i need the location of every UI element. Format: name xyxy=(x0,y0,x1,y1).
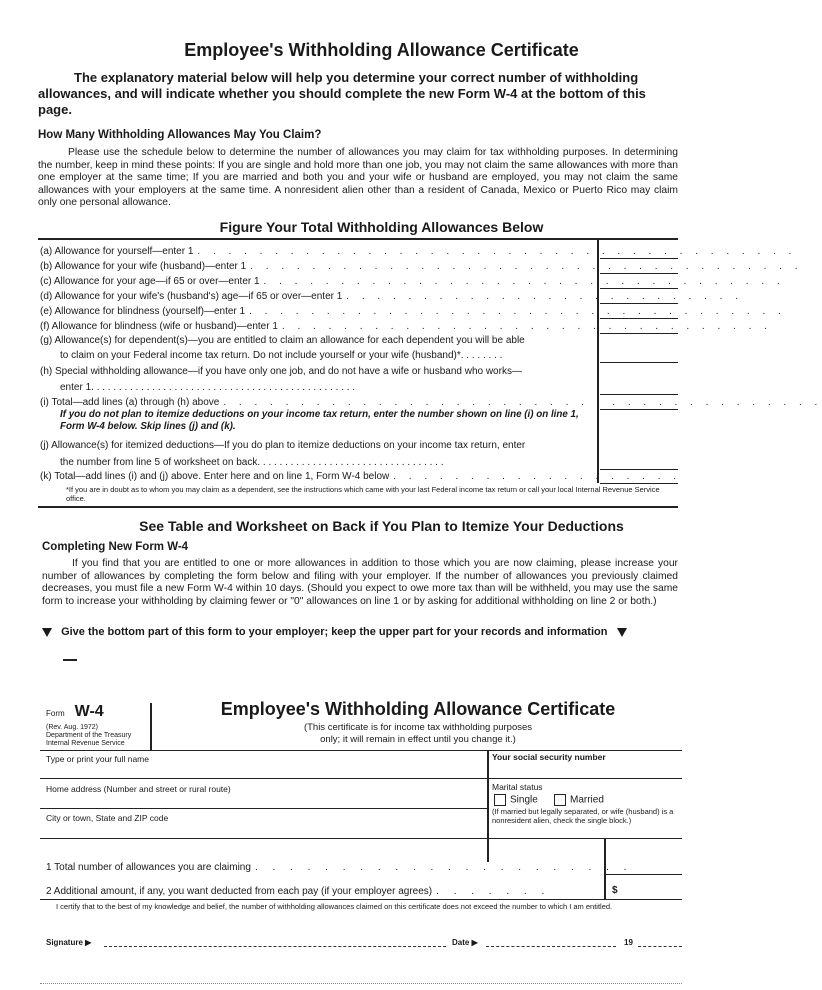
ssn-field[interactable] xyxy=(492,764,678,774)
worksheet-bottom-rule xyxy=(38,506,678,508)
signature-field[interactable] xyxy=(104,946,446,947)
name-field-label: Type or print your full name xyxy=(46,754,149,764)
worksheet-heading: Figure Your Total Withholding Allowances Below xyxy=(219,219,544,235)
married-note: (If married but legally separated, or wife (husband) is a nonresident alien, check the single block.) xyxy=(492,807,674,825)
worksheet-line-b: (b) Allowance for your wife (husband)—enter 1 . . . . . . . . . . . . . . . . . . . . . . . . . . . . . . . . . . . . xyxy=(40,261,803,272)
married-option[interactable]: Married xyxy=(554,794,604,806)
city-field[interactable] xyxy=(44,826,482,836)
line-a-entry[interactable] xyxy=(600,246,678,259)
worksheet-line-h: (h) Special withholding allowance—if you have only one job, and do not have a wife or husband who works— xyxy=(40,366,522,377)
city-field-label: City or town, State and ZIP code xyxy=(46,813,169,823)
married-checkbox[interactable] xyxy=(554,794,566,806)
date-field[interactable] xyxy=(486,946,616,947)
line-1-underline xyxy=(604,874,682,875)
form-grid-row4 xyxy=(40,899,682,900)
completing-body: If you find that you are entitled to one or more allowances in addition to those which you are now claiming, please increase your number of allowances by completing the form below and filing with your employer. If the number of allowances you previously claimed decreases, you must file a new Form W-4 within 10 days. (Should you expect to owe more tax than will be withheld, you may use the same form to increase your withholding by claiming fewer or "0" allowances on line 1 or by asking for additional withholding on line 2 or both.) xyxy=(42,558,678,607)
form-title: Employee's Withholding Allowance Certificate xyxy=(220,699,616,719)
form-grid-row2 xyxy=(40,808,488,809)
line-d-entry[interactable] xyxy=(600,291,678,304)
dependent-footnote: *If you are in doubt as to whom you may claim as a dependent, see the instructions which came with your last Federal income tax return or call your local Internal Revenue Service office. xyxy=(66,485,660,503)
worksheet-line-d: (d) Allowance for your wife's (husband's) age—if 65 or over—enter 1 . . . . . . . . . . . . . . . . . . . . . . . . . . xyxy=(40,291,743,302)
page-title: Employee's Withholding Allowance Certificate xyxy=(184,40,579,60)
worksheet-line-c: (c) Allowance for your age—if 65 or over—enter 1 . . . . . . . . . . . . . . . . . . . . . . . . . . . . . . . . . . xyxy=(40,276,785,287)
intro-paragraph: The explanatory material below will help you determine your correct number of withholding allowances, and will indicate whether you should complete the new Form W-4 at the bottom of this page. xyxy=(38,70,646,117)
worksheet-top-rule xyxy=(38,238,678,240)
address-field-label: Home address (Number and street or rural route) xyxy=(46,784,231,794)
form-revision: (Rev. Aug. 1972) Department of the Treasury Internal Revenue Service xyxy=(46,724,132,747)
date-label: Date ▶ xyxy=(452,938,478,947)
marital-status-label: Marital status xyxy=(492,782,543,792)
completing-heading: Completing New Form W-4 xyxy=(42,541,189,553)
year-label: 19 xyxy=(624,938,633,947)
form-grid-top xyxy=(40,750,682,751)
line-1-entry[interactable] xyxy=(608,862,680,874)
give-instruction: Give the bottom part of this form to your employer; keep the upper part for your records and information xyxy=(42,626,627,638)
worksheet-line-j: (j) Allowance(s) for itemized deductions—If you do plan to itemize deductions on your income tax return, enter xyxy=(40,440,526,451)
worksheet-line-j-cont: the number from line 5 of worksheet on back. . . . . . . . . . . . . . . . . . . . . . . . . . . . . . . . . . xyxy=(60,457,444,468)
how-many-body: Please use the schedule below to determine the number of allowances you may claim for tax withholding purposes. In determining the number, keep in mind these points: If you are single and hold more than one job, you may not claim the same allowances with more than one employer at the same time; If you are married and both you and your wife or husband are employed, you may not claim the same allowances with your employers at the same time. A nonresident alien other than a resident of Canada, Mexico or Puerto Rico may claim only one personal allowance. xyxy=(38,147,678,208)
line-b-entry[interactable] xyxy=(600,261,678,274)
line-2-entry[interactable] xyxy=(622,886,680,898)
dollar-sign: $ xyxy=(612,885,618,896)
certification-text: I certify that to the best of my knowledge and belief, the number of withholding allowances claimed on this certificate does not exceed the number to which I am entitled. xyxy=(56,902,613,911)
down-arrow-icon xyxy=(42,628,52,637)
line-h-entry[interactable] xyxy=(600,382,678,395)
worksheet-line-f: (f) Allowance for blindness (wife or husband)—enter 1 . . . . . . . . . . . . . . . . . . . . . . . . . . . . . . . . xyxy=(40,321,772,332)
address-field[interactable] xyxy=(44,796,482,806)
form-grid-row3 xyxy=(40,838,682,839)
line-i-instruction: If you do not plan to itemize deductions on your income tax return, enter the number shown on line (i) on line 1, Form W-4 below. Skip lines (j) and (k). xyxy=(60,409,579,432)
year-field[interactable] xyxy=(638,946,682,947)
line-g-entry[interactable] xyxy=(600,350,678,363)
line-c-entry[interactable] xyxy=(600,276,678,289)
line-i-entry[interactable] xyxy=(600,397,678,410)
worksheet-line-g: (g) Allowance(s) for dependent(s)—you are entitled to claim an allowance for each dependent you will be able xyxy=(40,335,525,346)
line-2: 2 Additional amount, if any, you want deducted from each pay (if your employer agrees) . . . . . . . xyxy=(46,886,551,897)
worksheet-line-g-cont: to claim on your Federal income tax return. Do not include yourself or your wife (husband)*. . . . . . . . xyxy=(60,350,503,361)
worksheet-line-i: (i) Total—add lines (a) through (h) above . . . . . . . . . . . . . . . . . . . . . . . . . . . . . . . . . . . . . . . xyxy=(40,397,822,408)
form-header-divider xyxy=(150,703,152,750)
bottom-edge-line xyxy=(40,983,682,984)
itemize-heading: See Table and Worksheet on Back if You Plan to Itemize Your Deductions xyxy=(139,518,624,534)
worksheet-line-a: (a) Allowance for yourself—enter 1 . . . . . . . . . . . . . . . . . . . . . . . . . . . . . . . . . . . . . . . xyxy=(40,246,797,257)
single-checkbox[interactable] xyxy=(494,794,506,806)
line-1: 1 Total number of allowances you are claiming . . . . . . . . . . . . . . . . . . . . . . xyxy=(46,862,633,873)
worksheet-line-k: (k) Total—add lines (i) and (j) above. Enter here and on line 1, Form W-4 below . . . . . . . . . . . . . . . . . . . xyxy=(40,471,682,482)
line-j-entry[interactable] xyxy=(600,457,678,470)
worksheet-line-h-cont: enter 1. . . . . . . . . . . . . . . . . . . . . . . . . . . . . . . . . . . . . . . . . . . . . . . . xyxy=(60,382,356,393)
signature-label: Signature ▶ xyxy=(46,938,92,947)
line-e-entry[interactable] xyxy=(600,306,678,319)
how-many-heading: How Many Withholding Allowances May You Claim? xyxy=(38,129,322,141)
line-f-entry[interactable] xyxy=(600,321,678,334)
line-k-entry[interactable] xyxy=(600,471,678,484)
single-option[interactable]: Single xyxy=(494,794,538,806)
form-grid-row1 xyxy=(40,778,682,779)
name-field[interactable] xyxy=(44,766,482,776)
down-arrow-icon xyxy=(617,628,627,637)
form-grid-divider xyxy=(487,750,489,862)
short-dash xyxy=(63,659,77,661)
form-number: Form W-4 xyxy=(46,703,104,720)
ssn-field-label: Your social security number xyxy=(492,752,606,762)
worksheet-line-e: (e) Allowance for blindness (yourself)—enter 1 . . . . . . . . . . . . . . . . . . . . . . . . . . . . . . . . . . . xyxy=(40,306,786,317)
form-subnote: (This certificate is for income tax withholding purposes only; it will remain in effect until you change it.) xyxy=(303,722,533,745)
